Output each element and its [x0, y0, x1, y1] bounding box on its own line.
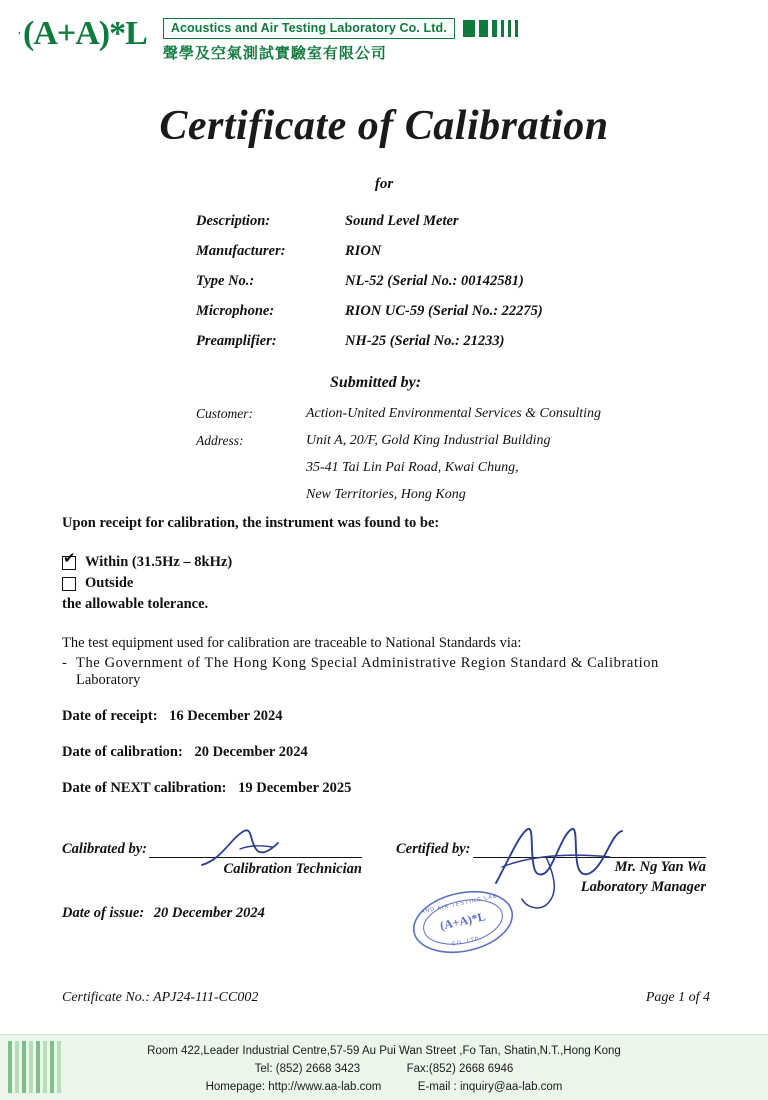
- instrument-value: RION UC-59 (Serial No.: 22275): [345, 303, 543, 319]
- findings-intro: Upon receipt for calibration, the instrument was found to be:: [62, 515, 440, 531]
- calibrated-by-block: [62, 841, 362, 878]
- page-title: Certificate of Calibration: [159, 103, 609, 149]
- date-of-next-calibration: [62, 780, 712, 797]
- footer-fax: Fax:(852) 2668 6946: [406, 1062, 514, 1075]
- certified-by-name: Mr. Ng Yan Wa: [614, 859, 706, 875]
- address-label: Address:: [196, 433, 244, 448]
- footer-email[interactable]: E-mail : inquiry@aa-lab.com: [417, 1080, 563, 1093]
- calibrated-by-signature-line[interactable]: [149, 844, 362, 858]
- lab-name-cn: 聲學及空氣測試實驗室有限公司: [162, 44, 387, 62]
- address-line-3: New Territories, Hong Kong: [306, 487, 466, 502]
- certified-by-label: Certified by:: [396, 841, 471, 857]
- date-of-issue-label: Date of issue:: [62, 905, 145, 921]
- checkbox-empty-icon[interactable]: [62, 577, 76, 591]
- instrument-row: [196, 333, 768, 350]
- footer-contact: [0, 1043, 768, 1096]
- instrument-row: [196, 243, 768, 260]
- traceability-text-line-1: The Government of The Hong Kong Special Administrative Region Standard & Calibration: [76, 655, 659, 671]
- customer-details: [0, 406, 768, 503]
- instrument-label: Type No.:: [196, 273, 255, 289]
- certificate-number: Certificate No.: APJ24-111-CC002: [62, 990, 259, 1005]
- barcode-decoration-icon: [463, 20, 518, 37]
- instrument-row: [196, 213, 768, 230]
- brand-names: [163, 18, 518, 63]
- date-of-receipt: [62, 708, 712, 725]
- brand-block: [0, 14, 768, 63]
- customer-row: [196, 406, 768, 422]
- address-line-2: 35-41 Tai Lin Pai Road, Kwai Chung,: [306, 460, 519, 475]
- signature-section: [0, 841, 768, 959]
- page-footer: [0, 1034, 768, 1100]
- certified-by-signature-line[interactable]: [473, 844, 707, 858]
- within-option[interactable]: [62, 554, 712, 571]
- document-meta: [62, 990, 710, 1006]
- address-row: [196, 433, 768, 449]
- instrument-value: NH-25 (Serial No.: 21233): [345, 333, 505, 349]
- date-of-receipt-label: Date of receipt:: [62, 708, 158, 724]
- bullet-dash-icon: -: [62, 655, 67, 671]
- checkbox-checked-icon[interactable]: [62, 556, 76, 570]
- traceability-item: [62, 655, 712, 689]
- footer-phone: Tel: (852) 2668 3423: [254, 1062, 361, 1075]
- certified-by-line: [396, 841, 706, 858]
- svg-text:CO. LTD.: CO. LTD.: [451, 935, 483, 948]
- svg-text:(A+A)*L: (A+A)*L: [438, 909, 487, 933]
- svg-text:AND AIR TESTING LAB: AND AIR TESTING LAB: [420, 893, 499, 916]
- page-number: Page 1 of 4: [645, 990, 710, 1005]
- date-of-receipt-value: 16 December 2024: [169, 708, 283, 724]
- page-header: [0, 0, 768, 76]
- instrument-label: Microphone:: [196, 303, 275, 319]
- calibrated-by-role: Calibration Technician: [223, 861, 362, 877]
- date-of-issue-value: 20 December 2024: [153, 905, 265, 921]
- traceability-intro: The test equipment used for calibration are traceable to National Standards via:: [62, 635, 522, 651]
- date-of-next-calibration-label: Date of NEXT calibration:: [62, 780, 227, 796]
- instrument-value: Sound Level Meter: [345, 213, 459, 229]
- instrument-row: [196, 273, 768, 290]
- instrument-label: Manufacturer:: [196, 243, 286, 259]
- instrument-details: [0, 213, 768, 350]
- instrument-label: Description:: [196, 213, 271, 229]
- submitted-by-heading: Submitted by:: [330, 374, 422, 391]
- instrument-value: NL-52 (Serial No.: 00142581): [345, 273, 524, 289]
- company-logo: (A+A)*L: [23, 15, 147, 52]
- date-of-calibration-label: Date of calibration:: [62, 744, 183, 760]
- calibrated-by-label: Calibrated by:: [62, 841, 147, 857]
- instrument-row: [196, 303, 768, 320]
- address-line-1: Unit A, 20/F, Gold King Industrial Building: [306, 433, 551, 448]
- instrument-label: Preamplifier:: [196, 333, 277, 349]
- traceability-text-line-2: Laboratory: [76, 672, 141, 688]
- company-stamp-icon: [404, 887, 522, 957]
- customer-value: Action-United Environmental Services & Consulting: [306, 406, 601, 421]
- footer-homepage[interactable]: Homepage: http://www.aa-lab.com: [205, 1080, 382, 1093]
- calibrated-by-line: [62, 841, 362, 858]
- footer-web-line: [0, 1079, 768, 1097]
- date-of-calibration-value: 20 December 2024: [194, 744, 308, 760]
- tolerance-line: the allowable tolerance.: [62, 596, 209, 612]
- lab-name-en: Acoustics and Air Testing Laboratory Co. Ltd.: [163, 18, 455, 39]
- outside-label: Outside: [85, 575, 134, 591]
- within-label: Within (31.5Hz – 8kHz): [85, 554, 233, 570]
- date-of-issue: [62, 905, 265, 922]
- date-of-calibration: [62, 744, 712, 761]
- instrument-value: RION: [345, 243, 382, 259]
- certified-by-role: Laboratory Manager: [580, 879, 706, 895]
- outside-option[interactable]: [62, 575, 712, 592]
- findings-section: [0, 515, 768, 797]
- customer-label: Customer:: [196, 406, 253, 421]
- footer-address: Room 422,Leader Industrial Centre,57-59 Au Pui Wan Street ,Fo Tan, Shatin,N.T.,Hong Kong: [147, 1045, 621, 1057]
- for-label: for: [374, 176, 394, 192]
- tolerance-checkboxes: [62, 554, 712, 613]
- date-of-next-calibration-value: 19 December 2025: [238, 780, 352, 796]
- footer-phone-line: [0, 1061, 768, 1079]
- comma-mark-icon: ,: [18, 22, 21, 36]
- traceability-text: [76, 655, 659, 689]
